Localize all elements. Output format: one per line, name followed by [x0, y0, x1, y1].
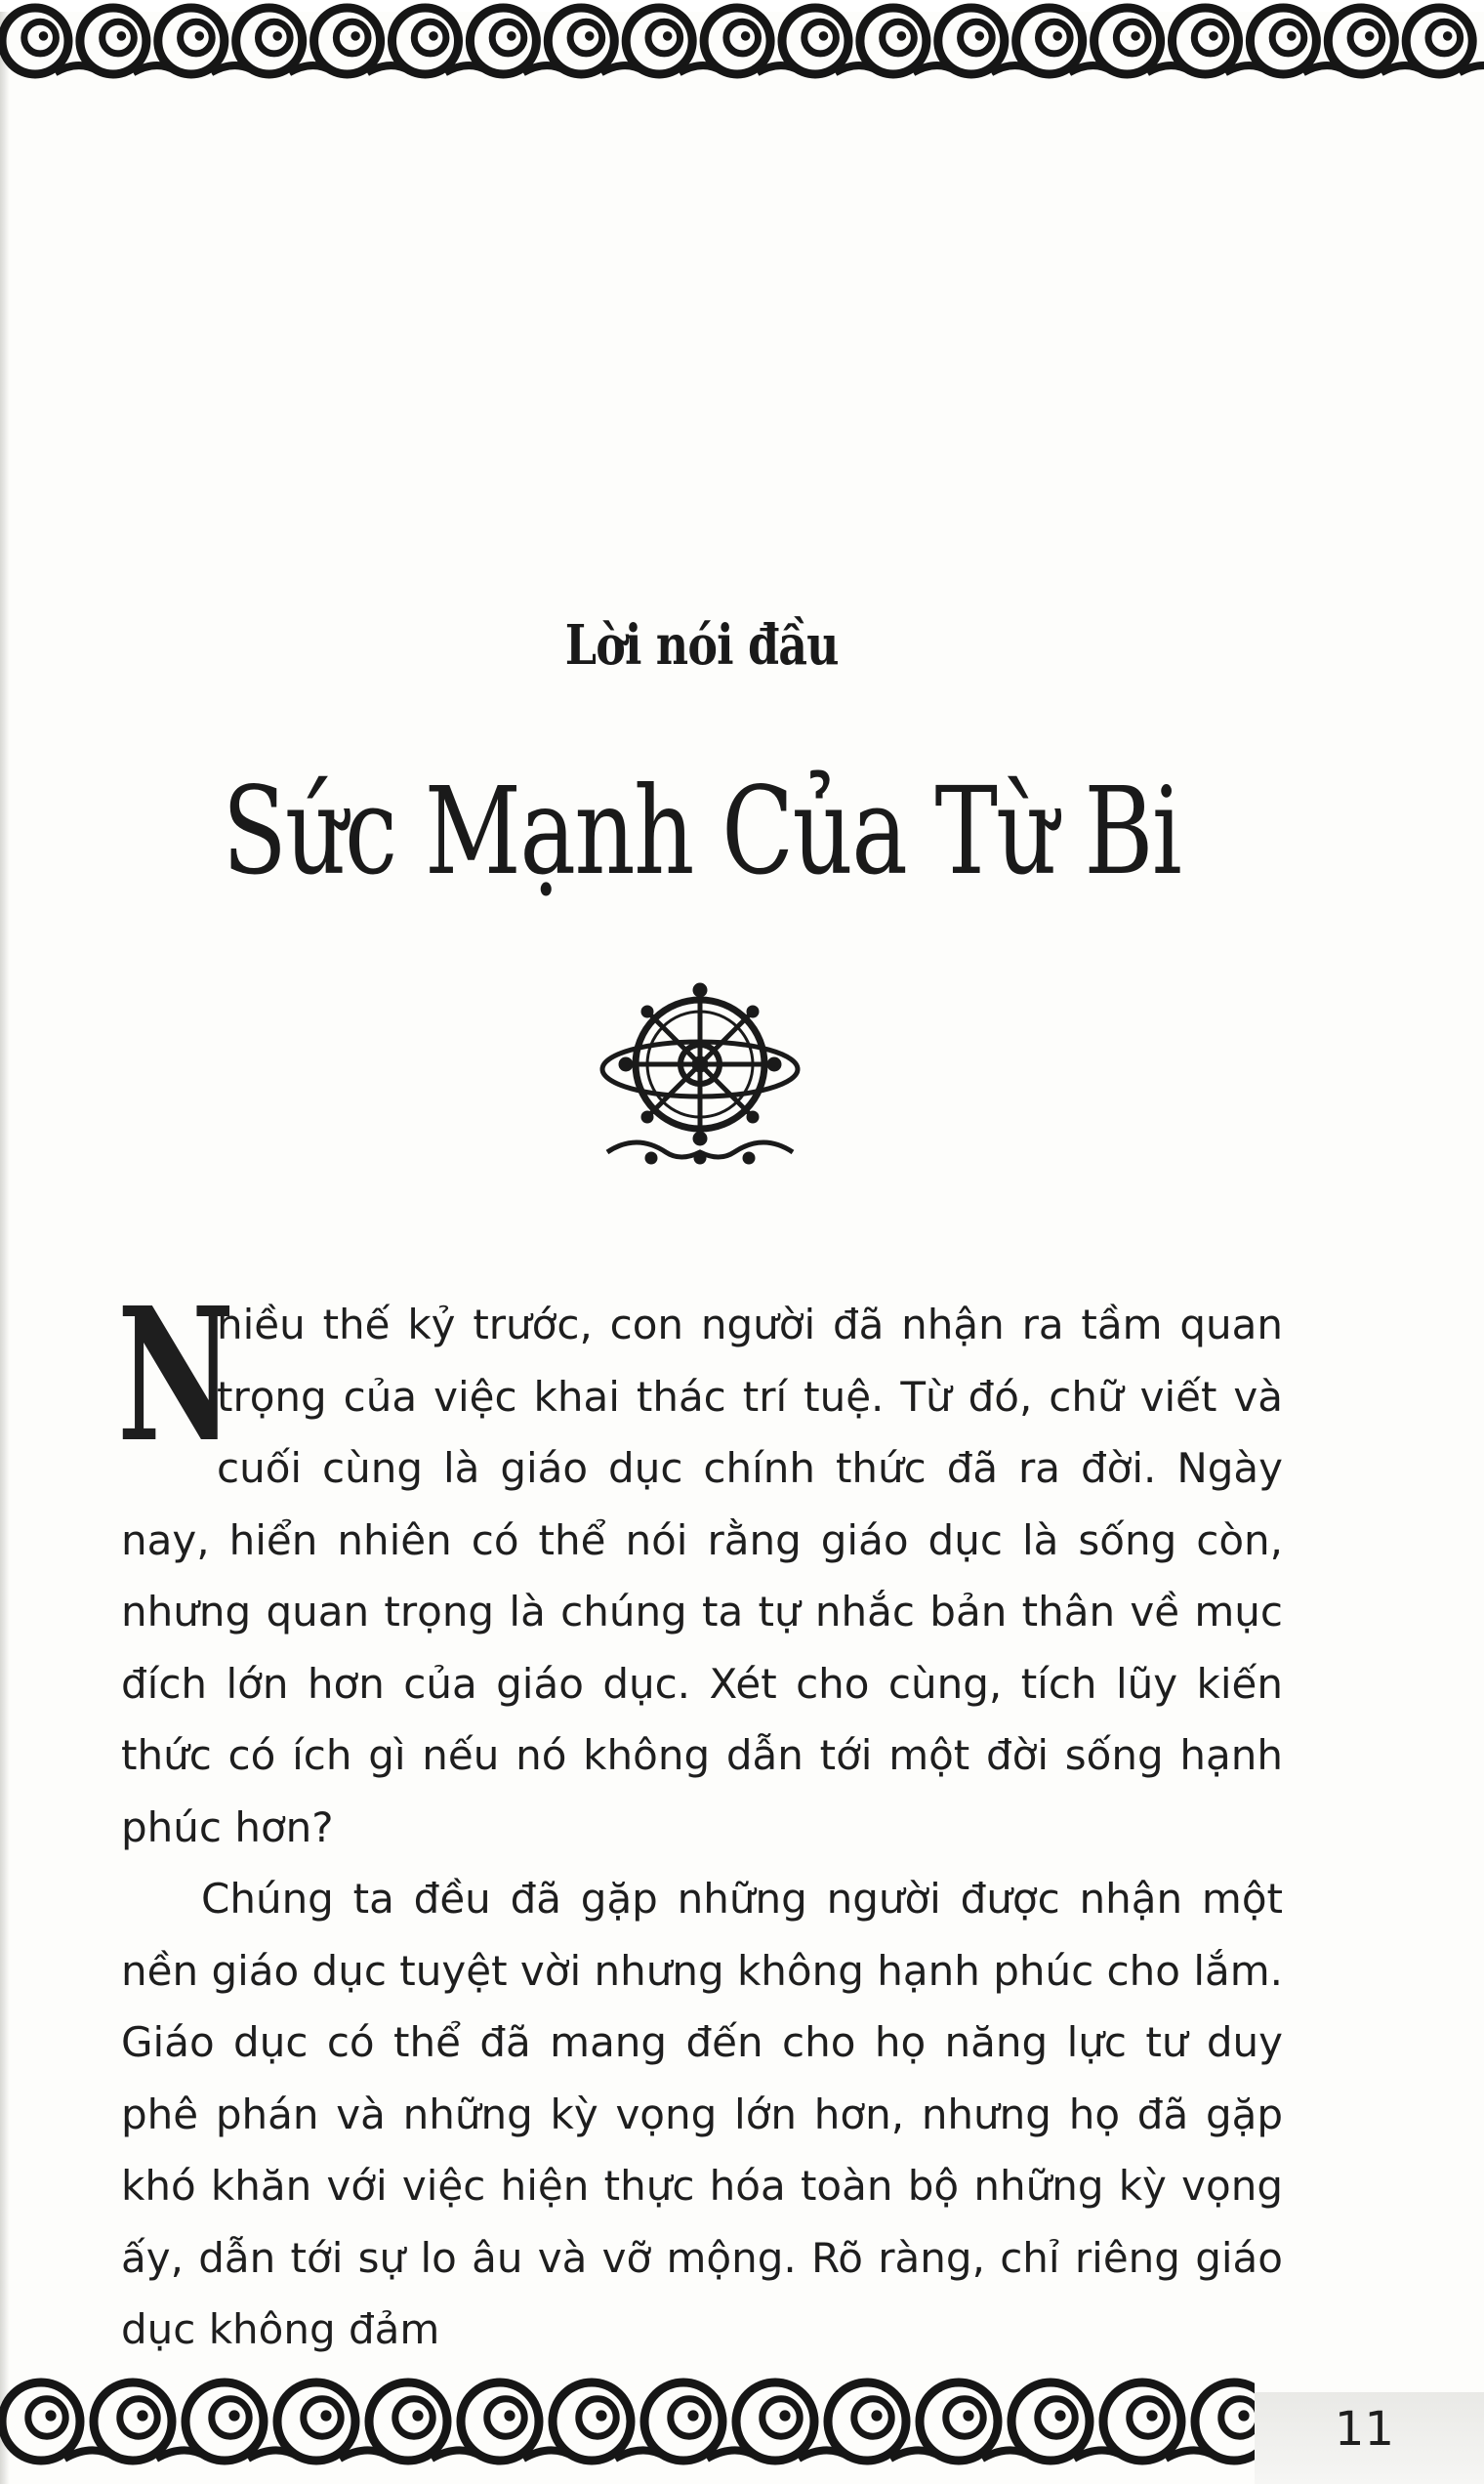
spiral-wave-border-icon — [0, 0, 1484, 98]
paragraph-text: hiều thế kỷ trước, con người đã nhận ra tầm quan trọng của việc khai thác trí tuệ. Từ đó, chữ viết và cuối cùng là giáo dục chính thức đã ra đời. Ngày nay, hiển nhiên có thể nói rằng giáo dục là sống còn, nhưng quan trọng là chúng ta tự nhắc bản thân về mục đích lớn hơn của giáo dục. Xét cho cùng, tích lũy kiến thức có ích gì nếu nó không dẫn tới một đời sống hạnh phúc hơn? — [121, 1301, 1283, 1851]
spiral-wave-border-icon — [0, 2361, 1255, 2484]
page-edge — [0, 0, 10, 2484]
chapter-title: Sức Mạnh Của Từ Bi — [222, 762, 1181, 902]
chapter-subtitle: Lời nói đầu — [564, 613, 839, 678]
bottom-border — [0, 2361, 1255, 2484]
top-border — [0, 0, 1484, 98]
dharma-wheel-icon — [598, 976, 803, 1172]
page-number: 11 — [1255, 2392, 1484, 2484]
paragraph — [117, 1267, 1283, 1863]
drop-cap: N — [117, 1267, 235, 1483]
body-text — [117, 1267, 1283, 2366]
paragraph: Chúng ta đều đã gặp những người được nhận một nền giáo dục tuyệt vời nhưng không hạnh phúc cho lắm. Giáo dục có thể đã mang đến cho họ năng lực tư duy phê phán và những kỳ vọng lớn hơn, nhưng họ đã gặp khó khăn với việc hiện thực hóa toàn bộ những kỳ vọng ấy, dẫn tới sự lo âu và vỡ mộng. Rõ ràng, chỉ riêng giáo dục không đảm — [121, 1875, 1283, 2353]
